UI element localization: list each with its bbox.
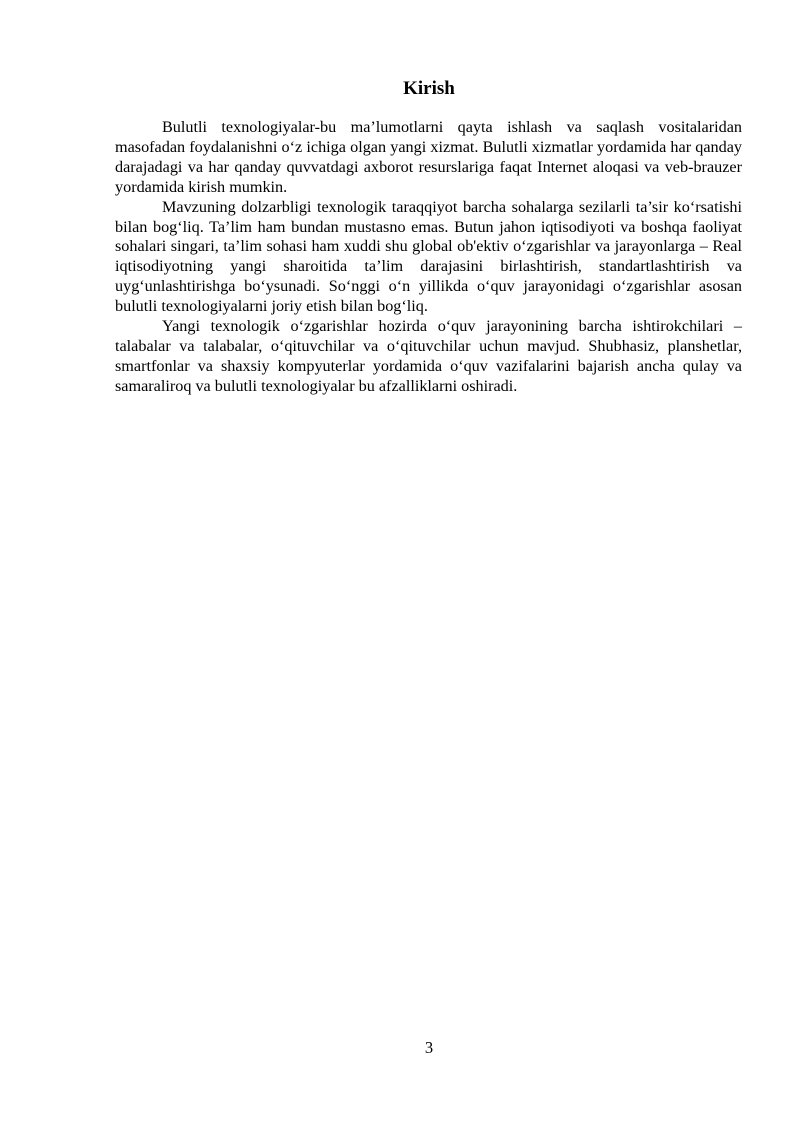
paragraph-3: Yangi texnologik o‘zgarishlar hozirda o‘quv jarayonining barcha ishtirokchilari – talabalar va talabalar, o‘qituvchilar va o‘qituvchilar uchun mavjud. Shubhasiz, planshetlar, smartfonlar va shaxsiy kompyuterlar yordamida o‘quv vazifalarini bajarish ancha qulay va samaraliroq va bulutli texnologiyalar bu afzalliklarni oshiradi.: [115, 317, 742, 395]
body-text: [115, 118, 742, 397]
page-number: 3: [424, 1038, 434, 1057]
paragraph-1: Bulutli texnologiyalar-bu ma’lumotlarni qayta ishlash va saqlash vositalaridan masofadan foydalanishni o‘z ichiga olgan yangi xizmat. Bulutli xizmatlar yordamida har qanday darajadagi va har qanday quvvatdagi axborot resurslariga faqat Internet aloqasi va veb-brauzer yordamida kirish mumkin.: [115, 118, 742, 196]
paragraph-2: Mavzuning dolzarbligi texnologik taraqqiyot barcha sohalarga sezilarli ta’sir ko‘rsatishi bilan bog‘liq. Ta’lim ham bundan mustasno emas. Butun jahon iqtisodiyoti va boshqa faoliyat sohalari singari, ta’lim sohasi ham xuddi shu global ob'ektiv o‘zgarishlar va jarayonlarga – Real iqtisodiyotning yangi sharoitida ta’lim darajasini birlashtirish, standartlashtirish va uyg‘unlashtirishga bo‘ysunadi. So‘nggi o‘n yillikda o‘quv jarayonidagi o‘zgarishlar asosan bulutli texnologiyalarni joriy etish bilan bog‘liq.: [115, 197, 742, 316]
page-title: Kirish: [403, 78, 455, 99]
